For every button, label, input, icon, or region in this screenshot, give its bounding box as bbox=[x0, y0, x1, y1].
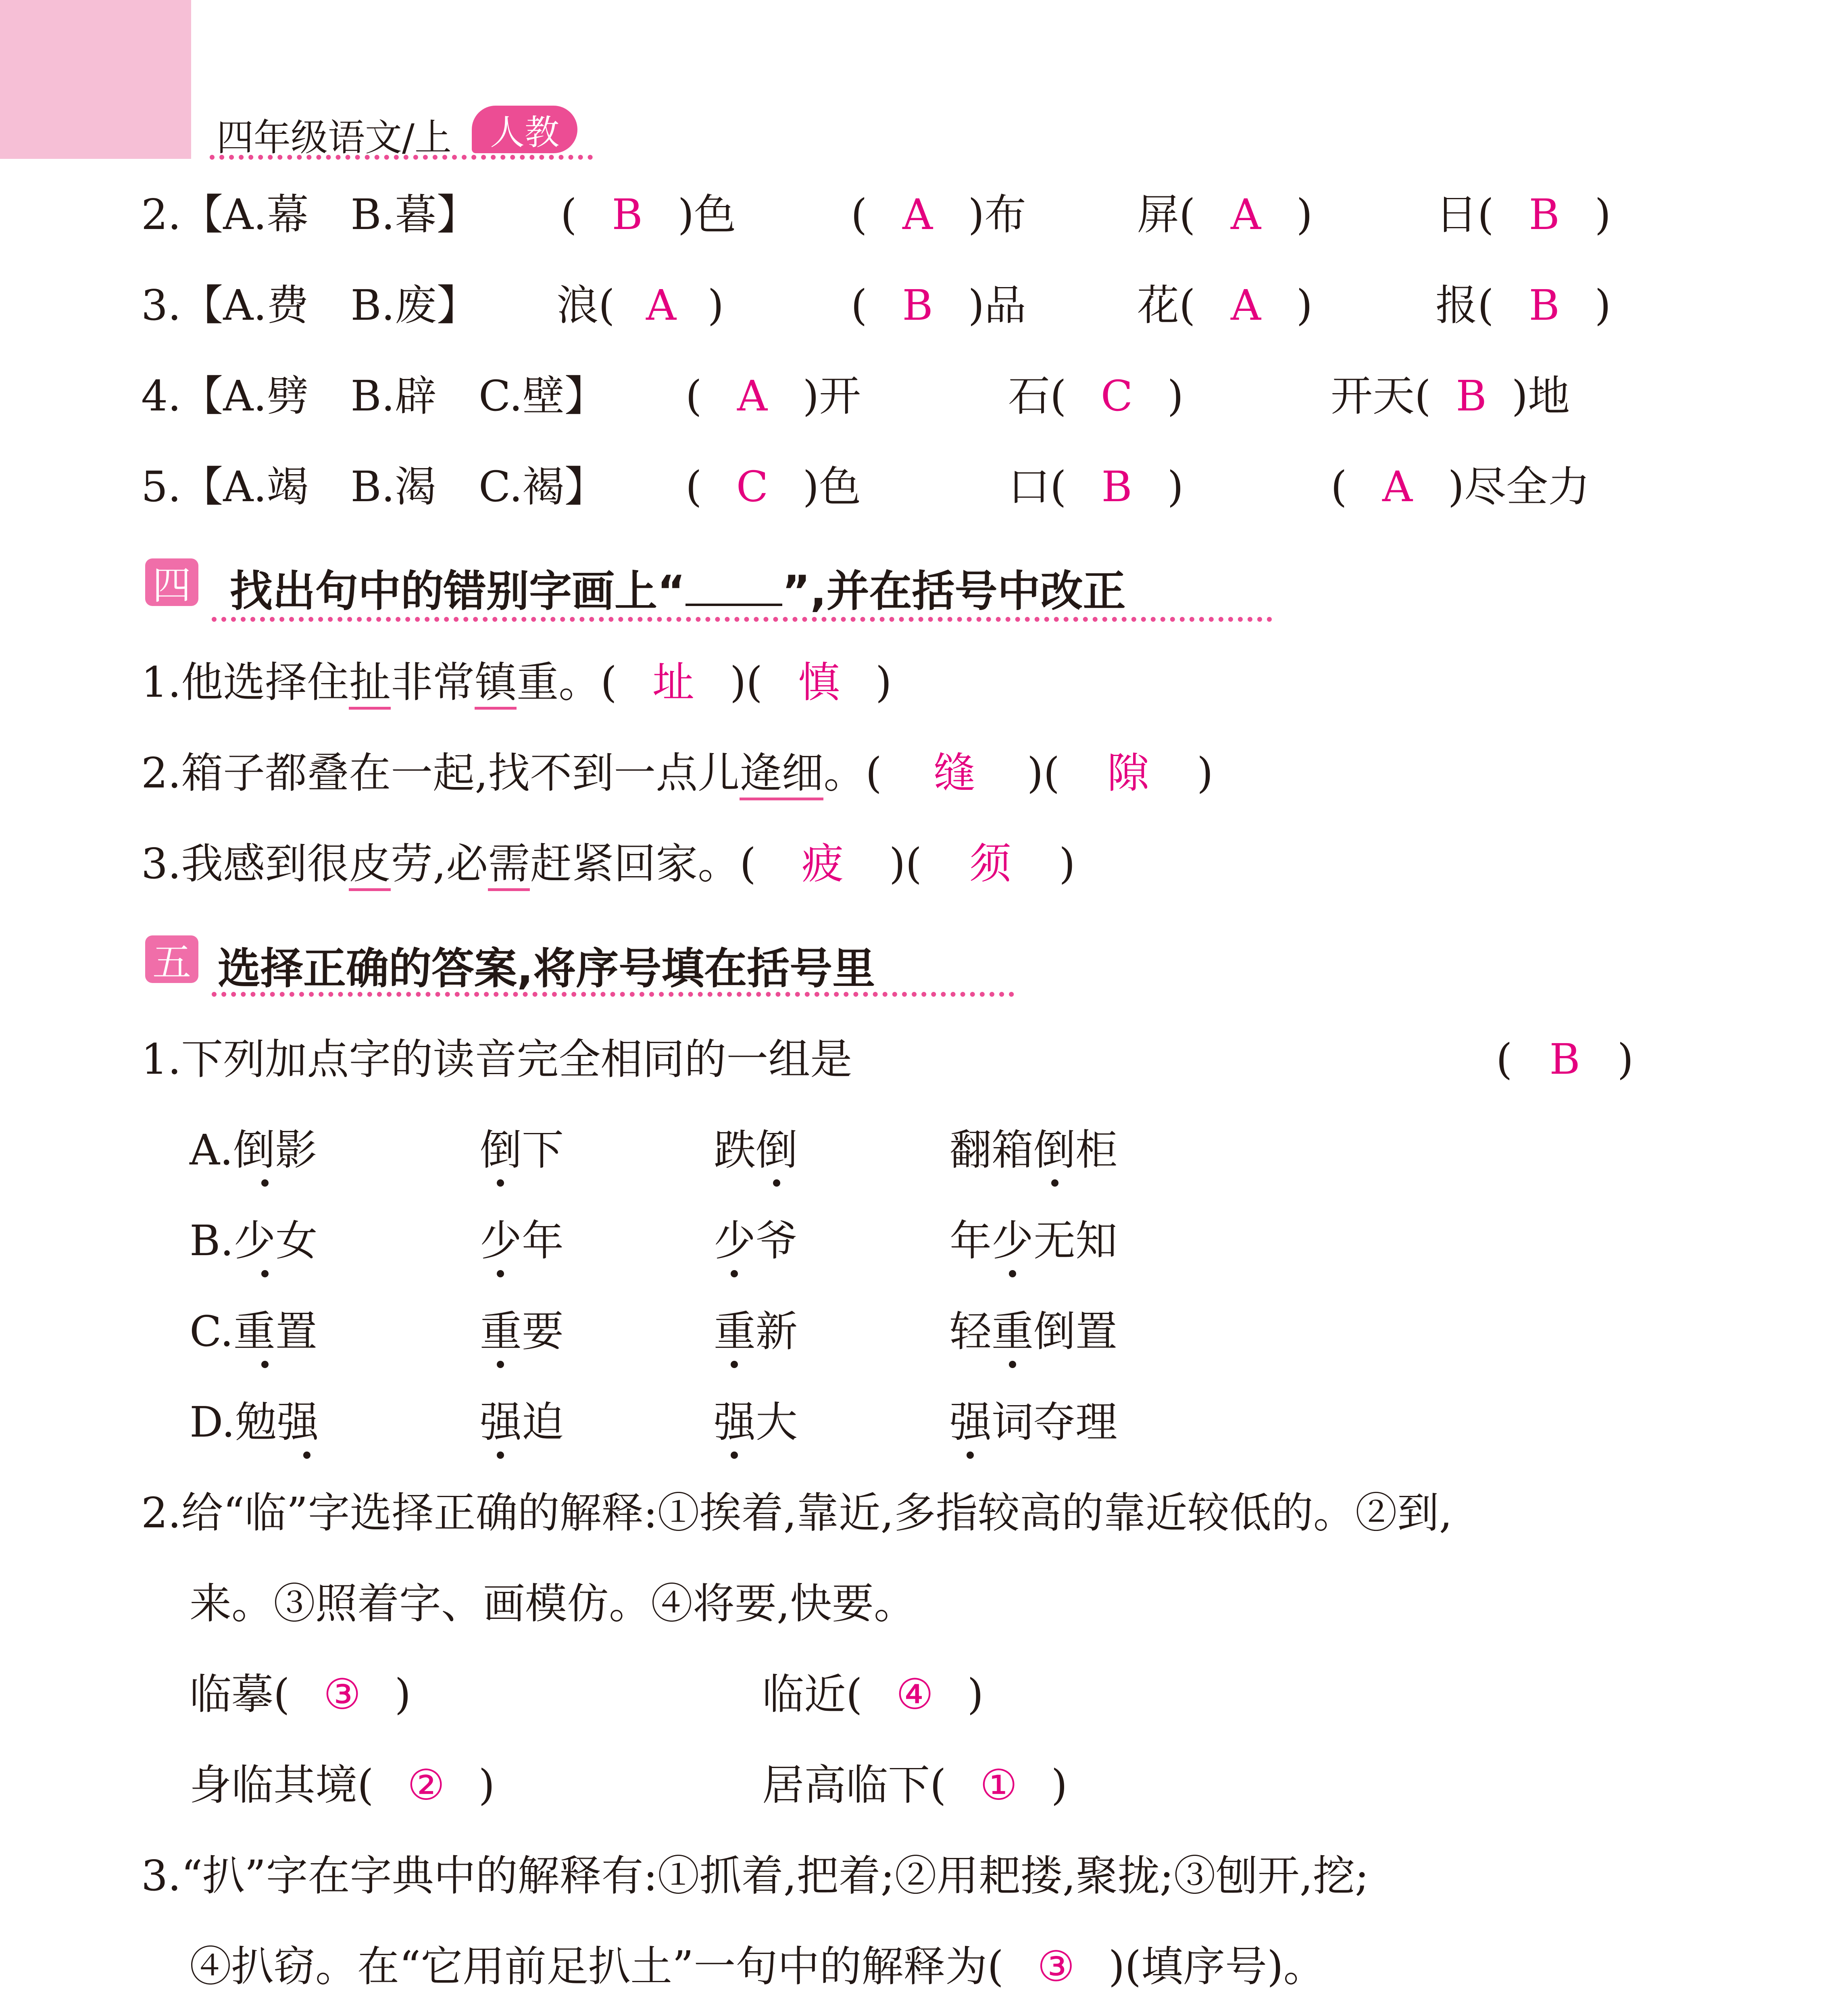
fill-blank: 口( B ) bbox=[1008, 462, 1184, 511]
answer: A bbox=[1382, 462, 1413, 511]
fill-blank: 日( B ) bbox=[1436, 190, 1611, 239]
fill-blank: ( B )品 bbox=[851, 281, 1027, 330]
typo-item: 2.箱子都叠在一起,找不到一点儿逄细。( 缝 )( 隙 ) bbox=[141, 752, 1213, 794]
fill-blank: 屏( A ) bbox=[1137, 190, 1313, 239]
answer: 疲 bbox=[801, 839, 844, 888]
typo-char: 逄 bbox=[740, 748, 781, 800]
answer: A bbox=[646, 281, 677, 330]
typo-char: 细 bbox=[781, 748, 823, 800]
fill-blank: 临摹( ③ ) bbox=[190, 1670, 411, 1719]
question-text: 5.【A.竭 B.渴 C.褐】 bbox=[141, 462, 606, 511]
q3-row-5 bbox=[141, 462, 606, 511]
section-title: 选择正确的答案,将序号填在括号里 bbox=[218, 944, 875, 993]
fill-blank: ( A )开 bbox=[685, 371, 861, 421]
answer: B bbox=[1456, 371, 1487, 421]
option-cell: 倒下 bbox=[480, 1125, 564, 1175]
emphasis-dot bbox=[731, 1452, 738, 1459]
option-cell: 重新 bbox=[714, 1307, 798, 1356]
typo-char: 镇 bbox=[475, 658, 517, 710]
option-cell: 少爷 bbox=[714, 1216, 798, 1265]
option-cell: B.少女 bbox=[190, 1216, 318, 1265]
question-text: 4.【A.劈 B.辟 C.壁】 bbox=[141, 371, 606, 421]
answer: A bbox=[902, 190, 933, 239]
option-cell: A.倒影 bbox=[190, 1125, 317, 1175]
fill-blank: 居高临下( ① ) bbox=[762, 1760, 1068, 1810]
answer: 址 bbox=[652, 658, 694, 707]
header-title: 四年级语文/上 bbox=[217, 116, 452, 159]
section-divider bbox=[212, 992, 1014, 997]
corner-decoration bbox=[0, 0, 191, 159]
answer: B bbox=[612, 190, 643, 239]
emphasis-dot bbox=[1009, 1270, 1016, 1277]
answer: C bbox=[736, 462, 769, 511]
emphasis-dot bbox=[967, 1452, 974, 1459]
emphasis-dot bbox=[497, 1179, 504, 1187]
question-3-line-1: 3.“扒”字在字典中的解释有:①抓着,把着;②用耙搂,聚拢;③刨开,挖; bbox=[141, 1851, 1369, 1900]
answer: B bbox=[902, 281, 933, 330]
typo-char: 皮 bbox=[349, 839, 391, 891]
option-cell: D.勉强 bbox=[190, 1397, 319, 1447]
emphasis-dot bbox=[303, 1452, 310, 1459]
option-cell: 少年 bbox=[480, 1216, 564, 1265]
question-1: 1.下列加点字的读音完全相同的一组是 bbox=[141, 1035, 852, 1084]
section-number-badge: 五 bbox=[145, 935, 198, 983]
emphasis-dot bbox=[497, 1270, 504, 1277]
emphasis-dot bbox=[731, 1361, 738, 1368]
option-cell: 年少无知 bbox=[950, 1216, 1118, 1265]
fill-blank: 浪( A ) bbox=[556, 281, 724, 330]
answer: A bbox=[737, 371, 768, 421]
section-number-badge: 四 bbox=[145, 558, 198, 606]
question-text: 2.【A.幕 B.暮】 bbox=[141, 190, 479, 239]
underline-sample bbox=[685, 571, 782, 606]
answer: ④ bbox=[896, 1670, 934, 1719]
emphasis-dot bbox=[261, 1270, 269, 1277]
fill-blank: 身临其境( ② ) bbox=[190, 1760, 495, 1810]
answer: ① bbox=[979, 1760, 1018, 1810]
fill-blank: 开天( B )地 bbox=[1331, 371, 1570, 421]
answer: B bbox=[1529, 281, 1560, 330]
question-2-line-1: 2.给“临”字选择正确的解释:①挨着,靠近,多指较高的靠近较低的。②到, bbox=[141, 1488, 1452, 1537]
option-cell: 跌倒 bbox=[714, 1125, 798, 1175]
question-text: 3.【A.费 B.废】 bbox=[141, 281, 479, 330]
option-cell: 重要 bbox=[480, 1307, 564, 1356]
typo-item: 1.他选择住扯非常镇重。( 址 )( 慎 ) bbox=[141, 661, 892, 703]
q3-row-2 bbox=[141, 190, 479, 239]
answer-bracket: ( B ) bbox=[1496, 1035, 1634, 1084]
typo-char: 需 bbox=[488, 839, 530, 891]
answer: 缝 bbox=[933, 748, 975, 798]
emphasis-dot bbox=[731, 1270, 738, 1277]
option-cell: C.重置 bbox=[190, 1307, 317, 1356]
fill-blank: 临近( ④ ) bbox=[762, 1670, 984, 1719]
question-3-line-2: ④扒窃。在“它用前足扒土”一句中的解释为( ③ )(填序号)。 bbox=[190, 1942, 1325, 1991]
answer: ② bbox=[407, 1760, 445, 1810]
answer: ③ bbox=[1037, 1942, 1075, 1991]
q3-row-3 bbox=[141, 281, 479, 330]
option-cell: 翻箱倒柜 bbox=[950, 1125, 1118, 1175]
emphasis-dot bbox=[497, 1452, 504, 1459]
emphasis-dot bbox=[773, 1179, 780, 1187]
fill-blank: 石( C ) bbox=[1008, 371, 1184, 421]
answer: A bbox=[1231, 281, 1261, 330]
fill-blank: ( A )布 bbox=[851, 190, 1027, 239]
header-badge: 人教 bbox=[472, 106, 577, 153]
emphasis-dot bbox=[261, 1361, 269, 1368]
answer: A bbox=[1231, 190, 1261, 239]
answer: ③ bbox=[323, 1670, 361, 1719]
fill-blank: ( A )尽全力 bbox=[1331, 462, 1590, 511]
typo-item: 3.我感到很皮劳,必需赶紧回家。( 疲 )( 须 ) bbox=[141, 843, 1075, 885]
answer: B bbox=[1101, 462, 1132, 511]
answer: B bbox=[1529, 190, 1560, 239]
q3-row-4 bbox=[141, 371, 606, 421]
answer: 隙 bbox=[1107, 748, 1150, 798]
answer: 慎 bbox=[798, 658, 840, 707]
section-divider bbox=[212, 617, 1272, 622]
fill-blank: ( C )色 bbox=[685, 462, 861, 511]
section-title: 找出句中的错别字画上“ ”,并在括号中改正 bbox=[230, 566, 1126, 616]
header-divider bbox=[210, 155, 593, 160]
emphasis-dot bbox=[1051, 1179, 1058, 1187]
option-cell: 强词夺理 bbox=[950, 1397, 1118, 1447]
answer: C bbox=[1100, 371, 1133, 421]
fill-blank: 报( B ) bbox=[1436, 281, 1611, 330]
answer: 须 bbox=[969, 839, 1012, 888]
option-cell: 轻重倒置 bbox=[950, 1307, 1118, 1356]
answer: B bbox=[1549, 1035, 1580, 1084]
emphasis-dot bbox=[261, 1179, 269, 1187]
question-2-line-2: 来。③照着字、画模仿。④将要,快要。 bbox=[190, 1579, 916, 1628]
option-cell: 强迫 bbox=[480, 1397, 564, 1447]
fill-blank: 花( A ) bbox=[1137, 281, 1313, 330]
emphasis-dot bbox=[1009, 1361, 1016, 1368]
fill-blank: ( B )色 bbox=[560, 190, 736, 239]
option-cell: 强大 bbox=[714, 1397, 798, 1447]
typo-char: 扯 bbox=[349, 658, 391, 710]
emphasis-dot bbox=[497, 1361, 504, 1368]
